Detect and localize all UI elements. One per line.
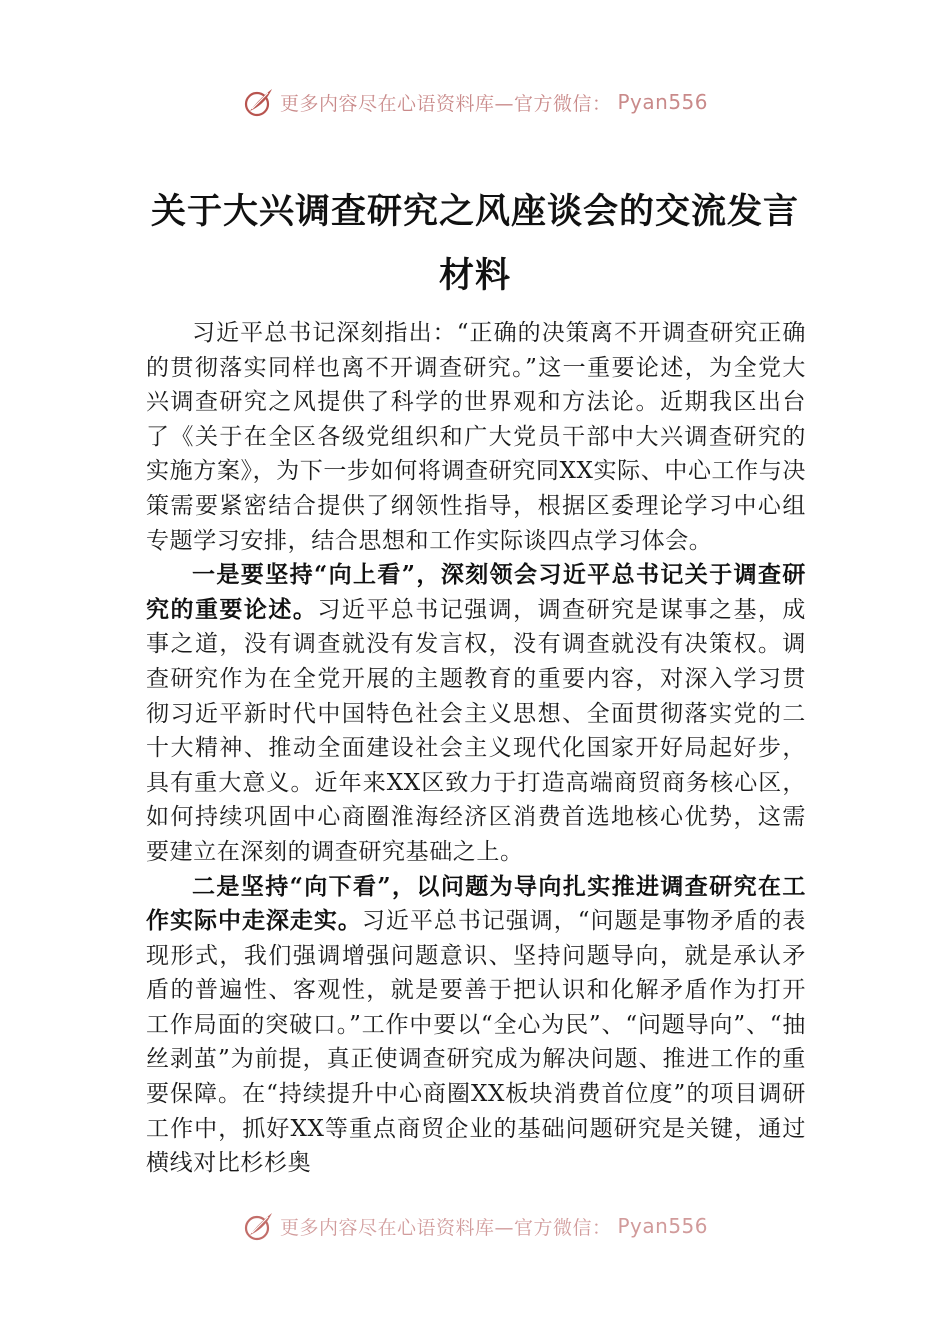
point-2-paragraph	[146, 870, 806, 1181]
point-1-paragraph	[146, 558, 806, 869]
document-body	[146, 316, 806, 1181]
watermark-banner-top	[0, 82, 950, 122]
intro-paragraph: 习近平总书记深刻指出：“正确的决策离不开调查研究正确的贯彻落实同样也离不开调查研究。”这一重要论述，为全党大兴调查研究之风提供了科学的世界观和方法论。近期我区出台了《关于在全区各级党组织和广大党员干部中大兴调查研究的实施方案》，为下一步如何将调查研究同XX实际、中心工作与决策需要紧密结合提供了纲领性指导，根据区委理论学习中心组专题学习安排，结合思想和工作实际谈四点学习体会。	[146, 320, 806, 554]
document-title	[100, 180, 850, 308]
watermark-text: 更多内容尽在心语资料库—官方微信：	[279, 1216, 612, 1239]
point-1-body: 习近平总书记强调，调查研究是谋事之基，成事之道，没有调查就没有发言权，没有调查就没有决策权。调查研究作为在全党开展的主题教育的重要内容，对深入学习贯彻习近平新时代中国特色社会主义思想、全面贯彻落实党的二十大精神、推动全面建设社会主义现代化国家开好局起好步，具有重大意义。近年来XX区致力于打造高端商贸商务核心区，如何持续巩固中心商圈淮海经济区消费首选地核心优势，这需要建立在深刻的调查研究基础之上。	[146, 596, 807, 865]
feather-logo-icon	[242, 1209, 276, 1243]
point-1-heading: 一是要坚持“向上看”，深刻领会习近平总书记关于调查研究的重要论述。	[146, 561, 806, 623]
watermark-banner-bottom	[0, 1206, 950, 1246]
watermark-account: Pyan556	[617, 90, 709, 114]
feather-logo-icon	[242, 85, 276, 119]
title-line-2: 材料	[438, 255, 511, 296]
title-line-1: 关于大兴调查研究之风座谈会的交流发言	[150, 191, 799, 232]
point-2-heading: 二是坚持“向下看”，以问题为导向扎实推进调查研究在工作实际中走深走实。	[146, 872, 806, 935]
watermark-account: Pyan556	[617, 1214, 709, 1238]
point-2-body: 习近平总书记强调，“问题是事物矛盾的表现形式，我们强调增强问题意识、坚持问题导向，就是承认矛盾的普遍性、客观性，就是要善于把认识和化解矛盾作为打开工作局面的突破口。”工作中要以“全心为民”、“问题导向”、“抽丝剥茧”为前提，真正使调查研究成为解决问题、推进工作的重要保障。在“持续提升中心商圈XX板块消费首位度”的项目调研工作中，抓好XX等重点商贸企业的基础问题研究是关键，通过横线对比杉杉奥	[146, 908, 806, 1177]
watermark-text: 更多内容尽在心语资料库—官方微信：	[279, 92, 612, 115]
